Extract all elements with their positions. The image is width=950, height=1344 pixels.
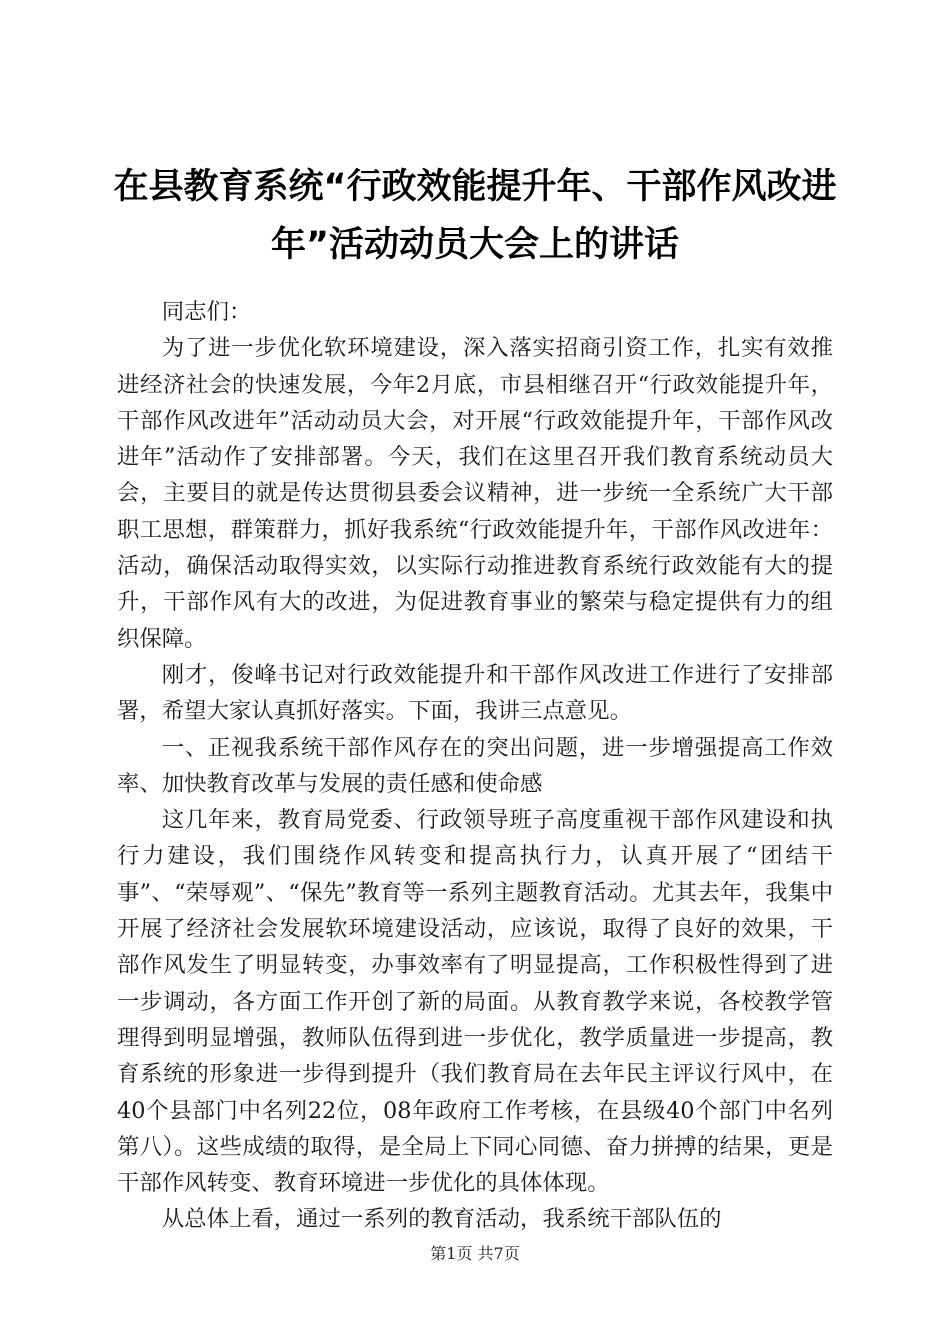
- document-title: 在县教育系统“行政效能提升年、干部作风改进年”活动动员大会上的讲话: [113, 167, 837, 265]
- body-paragraph: 为了进一步优化软环境建设，深入落实招商引资工作，扎实有效推进经济社会的快速发展，今年2月底，市县相继召开“行政效能提升年，干部作风改进年”活动动员大会，对开展“行政效能提升年，干部作风改进年”活动作了安排部署。今天，我们在这里召开我们教育系统动员大会，主要目的就是传达贯彻县委会议精神，进一步统一全系统广大干部职工思想，群策群力，抓好我系统“行政效能提升年，干部作风改进年：活动，确保活动取得实效，以实际行动推进教育系统行政效能有大的提升，干部作风有大的改进，为促进教育事业的繁荣与稳定提供有力的组织保障。: [117, 335, 833, 652]
- body-paragraph: 这几年来，教育局党委、行政领导班子高度重视干部作风建设和执行力建设，我们围绕作风转变和提高执行力，认真开展了“团结干事”、“荣辱观”、“保先”教育等一系列主题教育活动。尤其去年，我集中开展了经济社会发展软环境建设活动，应该说，取得了良好的效果，干部作风发生了明显转变，办事效率有了明显提高，工作积极性得到了进一步调动，各方面工作开创了新的局面。从教育教学来说，各校教学管理得到明显增强，教师队伍得到进一步优化，教学质量进一步提高，教育系统的形象进一步得到提升（我们教育局在去年民主评议行风中，在40个县部门中名列22位，08年政府工作考核，在县级40个部门中名列第八）。这些成绩的取得，是全局上下同心同德、奋力拼搏的结果，更是干部作风转变、教育环境进一步优化的具体体现。: [117, 807, 833, 1197]
- body-paragraph: 刚才，俊峰书记对行政效能提升和干部作风改进工作进行了安排部署，希望大家认真抓好落实。下面，我讲三点意见。: [117, 661, 833, 725]
- salutation-paragraph: 同志们：: [161, 299, 252, 325]
- page-footer: 第1页 共7页: [430, 1244, 520, 1263]
- section-heading: 一、正视我系统干部作风存在的突出问题，进一步增强提高工作效率、加快教育改革与发展的责任感和使命感: [117, 734, 833, 797]
- body-paragraph: 从总体上看，通过一系列的教育活动，我系统干部队伍的: [161, 1206, 722, 1233]
- document-body: [117, 294, 833, 1238]
